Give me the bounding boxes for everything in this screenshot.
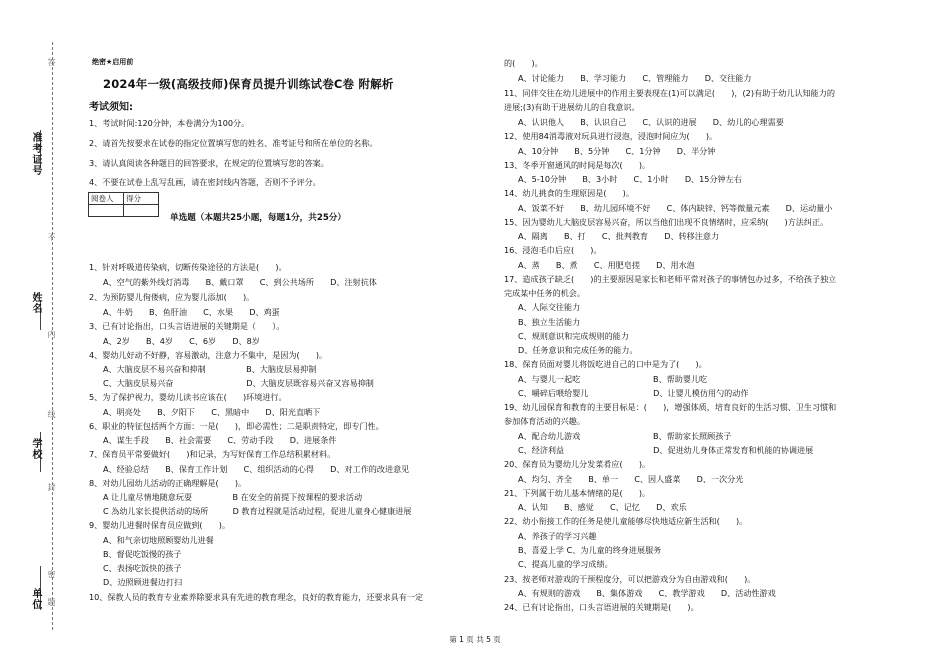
option-line: A、5-10分钟 B、3小时 C、1小时 D、15分钟左右 [518, 174, 742, 184]
option-line: A、认识他人 B、认识自己 C、认识的进展 D、幼儿的心理需要 [518, 117, 784, 127]
question-line: 进展;(3)有助于进展幼儿的自我意识。 [504, 102, 640, 112]
name-label: 姓名 [30, 292, 41, 314]
option-line: C、大脑皮层易兴奋 D、大脑皮层既容易兴奋又容易抑制 [103, 378, 374, 388]
option-line: A、均匀、齐全 B、单一 C、因人盛菜 D、一次分光 [518, 474, 744, 484]
notice-item: 1、考试时间:120分钟，本卷满分为100分。 [89, 118, 250, 128]
seal-char: 不 [47, 233, 56, 241]
page-footer: 第 1 页 共 5 页 [449, 635, 501, 644]
option-line: C、提高儿童的学习成绩。 [518, 559, 613, 569]
question-line: 20、保育员为婴幼儿分发菜肴应( )。 [504, 459, 651, 469]
question-line: 22、幼小衔接工作的任务是使儿童能够尽快地适应新生活和( )。 [504, 516, 748, 526]
question-line: 5、为了保护视力，婴幼儿读书应该在( )环境进行。 [89, 392, 287, 402]
option-line: A、认知 B、感觉 C、记忆 D、欢乐 [518, 502, 687, 512]
option-line: A、饭菜不好 B、幼儿园环境不好 C、体内缺锌、钙等微量元素 D、运动量小 [518, 203, 833, 213]
question-line: 参加体育活动的兴趣。 [504, 416, 585, 426]
option-line: A 让儿童尽情地随意玩耍 B 在安全的前提下按课程的要求活动 [103, 492, 363, 502]
seal-char: 线 [47, 410, 56, 418]
school-label: 学校 [30, 438, 41, 460]
question-line: 17、造成孩子缺乏( )的主要原因是家长和老师平常对孩子的事情包办过多，不给孩子独立 [504, 274, 837, 284]
question-line: 10、保教人员的教育专业素养除要求具有先进的教育理念，良好的教育能力，还要求具有一定 [89, 592, 424, 602]
seal-char: 答 [47, 58, 56, 66]
option-line: C、规则意识和完成规则的能力 [518, 331, 629, 341]
option-line: A、谋生手段 B、社会需要 C、劳动手段 D、进展条件 [103, 435, 337, 445]
seal-char: 封 [47, 483, 56, 491]
grader-table [88, 192, 159, 217]
notice-item: 3、请认真阅读各种题目的回答要求，在规定的位置填写您的答案。 [89, 158, 329, 168]
question-line: 11、同伴交往在幼儿进展中的作用主要表现在(1)可以满足( )，(2)有助于幼儿认知能力的 [504, 88, 835, 98]
seal-char: 密 [47, 570, 56, 578]
option-line: A、经验总结 B、保育工作计划 C、组织活动的心得 D、对工作的改进意见 [103, 464, 410, 474]
option-line: A、2岁 B、4岁 C、6岁 D、8岁 [103, 336, 260, 346]
option-line: B、喜爱上学 C、为儿童的终身进展服务 [518, 545, 662, 555]
question-line: 8、对幼儿园幼儿活动的正确理解是( )。 [89, 478, 247, 488]
seal-char: 题 [47, 598, 56, 606]
option-line: A、讨论能力 B、学习能力 C、管理能力 D、交往能力 [518, 73, 752, 83]
option-line: D、任务意识和完成任务的能力。 [518, 345, 638, 355]
question-line: 15、因为婴幼儿大脑皮层容易兴奋，所以当他们出现不良情绪时，应采纳( )方法纠正。 [504, 217, 829, 227]
question-line: 7、保育员平常要做好( )和记录，为写好保育工作总结积累材料。 [89, 449, 336, 459]
option-line: A、和气亲切地照顾婴幼儿进餐 [103, 535, 214, 545]
option-line: A、蒸 B、煮 C、用肥皂搓 D、用水泡 [518, 260, 695, 270]
question-line: 23、按老师对游戏的干预程度分，可以把游戏分为自由游戏和( )。 [504, 574, 756, 584]
section-title: 单选题（本题共25小题，每题1分，共25分） [170, 213, 346, 223]
option-line: A、牛奶 B、鱼肝油 C、水果 D、鸡蛋 [103, 307, 280, 317]
option-line: A、大脑皮层不易兴奋和抑制 B、大脑皮层易抑制 [103, 364, 317, 374]
option-line: B、独立生活能力 [518, 317, 581, 327]
question-line: 13、冬季开窗通风的时间是每次( )。 [504, 160, 651, 170]
option-line: C、经济利益 D、促进幼儿身体正常发育和机能的协调进展 [518, 445, 814, 455]
question-line: 3、已有讨论指出，口头言语进展的关键期是（ ）。 [89, 321, 285, 331]
question-line: 14、幼儿挑食的生理原因是( )。 [504, 188, 634, 198]
notice-item: 2、请首先按要求在试卷的指定位置填写您的姓名、准考证号和所在单位的名称。 [89, 138, 378, 148]
option-line: B、督促吃饭慢的孩子 [103, 549, 182, 559]
secret-mark: 绝密★启用前 [92, 58, 134, 66]
question-line: 24、已有讨论指出，口头言语进展的关键期是( )。 [504, 602, 699, 612]
question-line: 6、职业的特征包括两个方面：一是( )，即必需性；二是职责特定，即专门性。 [89, 421, 384, 431]
option-line: A、人际交往能力 [518, 302, 581, 312]
question-line: 9、婴幼儿进餐时保育员应做到( )。 [89, 520, 230, 530]
seal-char: 内 [47, 330, 56, 338]
option-line: C、表扬吃饭快的孩子 [103, 563, 182, 573]
question-line: 2、为预防婴儿佝偻病，应为婴儿添加( )。 [89, 292, 255, 302]
exam-id-label: 准考证号 [30, 132, 41, 176]
question-line: 16、浸泡毛巾后应( )。 [504, 245, 602, 255]
option-line: A、配合幼儿游戏 B、帮助家长照顾孩子 [518, 431, 732, 441]
notice-item: 4、不要在试卷上乱写乱画，请在密封线内答题，否则不予评分。 [89, 177, 321, 187]
option-line: A、明亮处 B、夕阳下 C、黑暗中 D、阳光直晒下 [103, 407, 321, 417]
option-line: A、有规则的游戏 B、集体游戏 C、教学游戏 D、活动性游戏 [518, 588, 776, 598]
grader-blank [89, 205, 124, 217]
page-title: 2024年一级(高级技师)保育员提升训练试卷C卷 附解析 [103, 77, 394, 91]
unit-label: 单位 [30, 588, 41, 610]
option-line: C 為幼儿家长提供活动的场所 D 教育过程就是活动过程，促进儿童身心健康进展 [103, 506, 412, 516]
option-line: A、养孩子的学习兴趣 [518, 531, 597, 541]
option-line: C、嚼碎后喂给婴儿 D、让婴儿模仿用勺的动作 [518, 388, 749, 398]
question-line: 12、使用84消毒液对玩具进行浸泡，浸泡时间应为( )。 [504, 131, 718, 141]
score-cell: 得分 [124, 193, 159, 205]
option-line: A、10分钟 B、5分钟 C、1分钟 D、半分钟 [518, 146, 716, 156]
question-line: 19、幼儿园保育和教育的主要目标是：( )，增强体质，培育良好的生活习惯、卫生习惯和 [504, 402, 837, 412]
question-line: 完成某中任务的机会。 [504, 288, 585, 298]
option-line: D、边照顾进餐边打扫 [103, 577, 183, 587]
question-line: 21、下列属于幼儿基本情绪的是( )。 [504, 488, 651, 498]
question-line: 1、针对呼吸道传染病，切断传染途径的方法是( )。 [89, 262, 287, 272]
question-line: 18、保育员面对婴儿将饭吃进自己的口中是为了( )。 [504, 359, 707, 369]
notice-heading: 考试须知: [89, 102, 133, 113]
option-line: A、与婴儿一起吃 B、帮助婴儿吃 [518, 374, 708, 384]
option-line: A、隔离 B、打 C、批判教育 D、转移注意力 [518, 231, 720, 241]
option-line: A、空气的紫外线灯消毒 B、戴口罩 C、到公共场所 D、注射抗体 [103, 277, 377, 287]
question-line: 的( )。 [504, 58, 543, 68]
question-line: 4、婴幼儿好动不好静，容易激动，注意力不集中，是因为( )。 [89, 350, 328, 360]
score-blank [124, 205, 159, 217]
grader-cell: 阅卷人 [89, 193, 124, 205]
